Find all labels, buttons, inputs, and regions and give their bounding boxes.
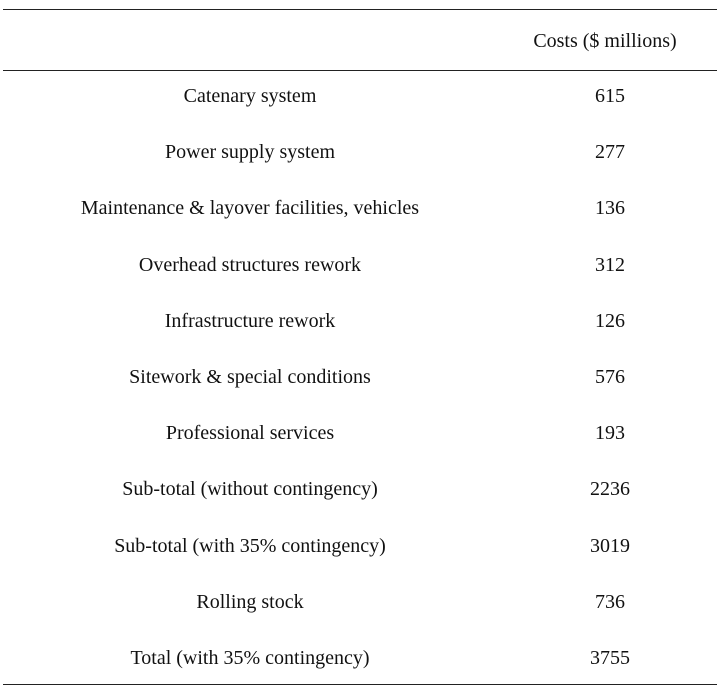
row-label: Overhead structures rework [138,253,362,276]
table-row [0,126,720,182]
row-cost: 193 [595,422,625,445]
column-header-costs: Costs ($ millions) [533,30,677,52]
table-row [0,520,720,576]
row-cost: 277 [595,141,625,164]
row-label: Professional services [165,422,335,445]
table-top-rule [3,9,717,10]
table-row [0,576,720,632]
row-cost: 2236 [590,478,630,501]
row-label: Maintenance & layover facilities, vehicles [80,197,420,220]
row-label: Sitework & special conditions [129,365,371,388]
row-cost: 312 [595,253,625,276]
row-cost: 576 [595,365,625,388]
table-row [0,351,720,407]
table-row [0,407,720,463]
row-label: Sub-total (with 35% contingency) [114,534,386,557]
table-row [0,182,720,238]
table-row [0,70,720,126]
row-label: Power supply system [165,141,335,164]
row-label: Rolling stock [196,590,304,613]
table-row [0,632,720,688]
row-label: Total (with 35% contingency) [130,646,370,669]
table-row [0,239,720,295]
row-cost: 736 [595,590,625,613]
row-label: Infrastructure rework [164,309,336,332]
row-label: Sub-total (without contingency) [122,478,378,501]
table-body [0,70,720,688]
row-cost: 126 [595,309,625,332]
table-row [0,295,720,351]
row-cost: 3755 [590,646,630,669]
row-cost: 136 [595,197,625,220]
row-label: Catenary system [183,85,317,107]
table-row [0,463,720,519]
row-cost: 3019 [590,534,630,557]
table-bottom-rule [3,684,717,685]
row-cost: 615 [595,85,625,107]
